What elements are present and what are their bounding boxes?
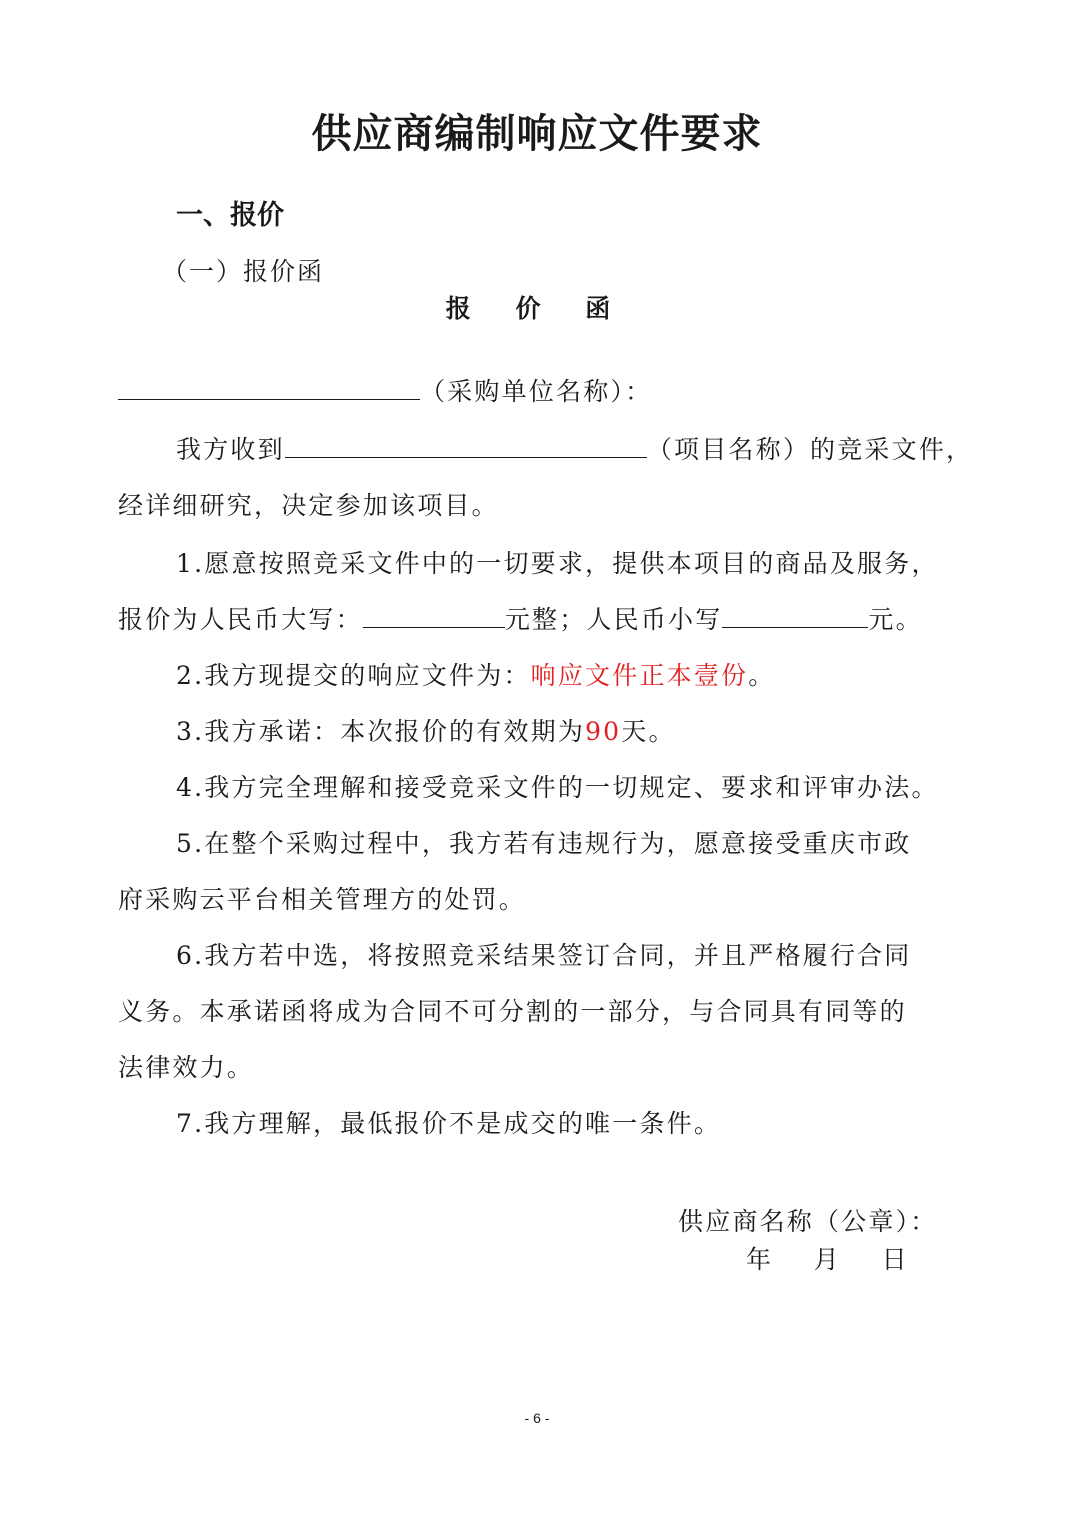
item1-mid: 元整；人民币小写: [504, 605, 723, 634]
project-name-blank: [285, 431, 647, 458]
item6-line-3: 法律效力。: [118, 1053, 255, 1082]
page-title: 供应商编制响应文件要求: [311, 110, 763, 157]
item1-prefix: 报价为人民币大写：: [118, 605, 363, 634]
subsection-heading: （一）报价函: [162, 257, 325, 286]
item5-line-2: 府采购云平台相关管理方的处罚。: [118, 885, 527, 914]
purchaser-name-blank: [118, 373, 420, 400]
item3-prefix: 3.我方承诺：本次报价的有效期为: [176, 717, 586, 746]
section-heading: 一、报价: [176, 200, 284, 231]
item5-line-1: 5.在整个采购过程中，我方若有违规行为，愿意接受重庆市政: [176, 829, 912, 858]
item2-line: [176, 656, 775, 692]
validity-days: 90: [585, 717, 622, 746]
item1-suffix: 元。: [868, 605, 923, 634]
item2-highlight: 响应文件正本壹份: [530, 661, 749, 690]
item1-line-1: 1.愿意按照竞采文件中的一切要求，提供本项目的商品及服务，: [176, 549, 939, 578]
item2-prefix: 2.我方现提交的响应文件为：: [176, 661, 531, 690]
item7-line: 7.我方理解，最低报价不是成交的唯一条件。: [176, 1109, 722, 1138]
addressee-suffix: （采购单位名称）：: [420, 377, 653, 406]
item1-line-2: [118, 600, 923, 636]
price-uppercase-blank: [363, 601, 505, 628]
price-numeric-blank: [722, 601, 868, 628]
intro-line-1: [176, 430, 973, 466]
item4-line: 4.我方完全理解和接受竞采文件的一切规定、要求和评审办法。: [176, 773, 939, 802]
item2-suffix: 。: [748, 661, 776, 690]
item6-line-2: 义务。本承诺函将成为合同不可分割的一部分，与合同具有同等的: [118, 997, 907, 1026]
intro-suffix: （项目名称）的竞采文件，: [646, 435, 974, 464]
supplier-signature-label: 供应商名称（公章）：: [678, 1207, 938, 1236]
item3-suffix: 天。: [621, 717, 676, 746]
page-number: - 6 -: [524, 1410, 550, 1426]
item3-line: [176, 712, 676, 748]
letter-title: 报 价 函: [445, 294, 629, 323]
date-label: 年 月 日: [746, 1245, 909, 1274]
item6-line-1: 6.我方若中选，将按照竞采结果签订合同，并且严格履行合同: [176, 941, 912, 970]
intro-line-2: 经详细研究，决定参加该项目。: [118, 491, 499, 520]
intro-prefix: 我方收到: [176, 435, 285, 464]
addressee-line: [118, 372, 652, 408]
